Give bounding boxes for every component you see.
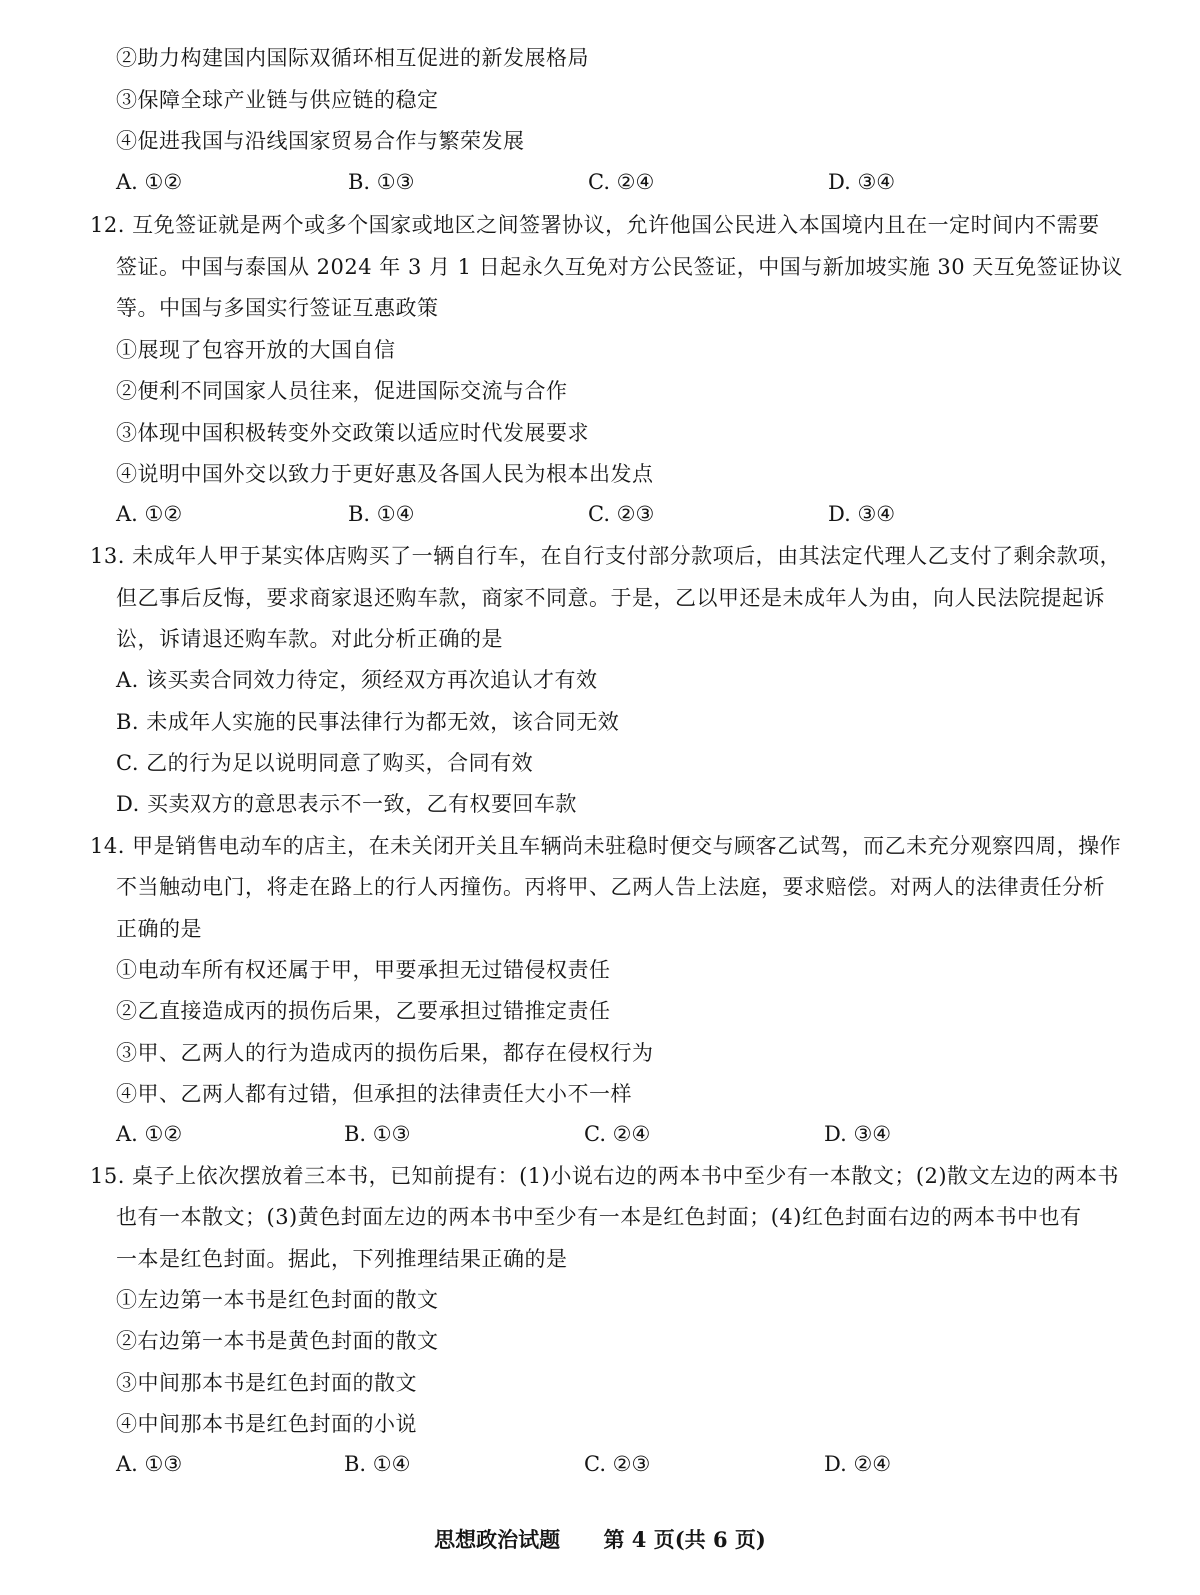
q13-option-b: B. 未成年人实施的民事法律行为都无效，该合同无效 (116, 710, 620, 734)
q15-stem-line-2: 也有一本散文；(3)黄色封面左边的两本书中至少有一本是红色封面；(4)红色封面右边的两本书中也有 (116, 1205, 1082, 1229)
q15-item-4: ④中间那本书是红色封面的小说 (116, 1412, 417, 1436)
q12-item-4: ④说明中国外交以致力于更好惠及各国人民为根本出发点 (116, 462, 654, 486)
q12-choice-d: D. ③④ (828, 502, 896, 526)
q15-item-2: ②右边第一本书是黄色封面的散文 (116, 1329, 439, 1353)
q12-choice-c: C. ②③ (588, 502, 655, 526)
q14-stem-line-1: 14. 甲是销售电动车的店主，在未关闭开关且车辆尚未驻稳时便交与顾客乙试驾，而乙未充分观察四周，操作 (90, 834, 1122, 858)
q15-stem-line-1: 15. 桌子上依次摆放着三本书，已知前提有：(1)小说右边的两本书中至少有一本散文；(2)散文左边的两本书 (90, 1164, 1120, 1188)
q13-option-a: A. 该买卖合同效力待定，须经双方再次追认才有效 (116, 668, 598, 692)
q15-choice-c: C. ②③ (584, 1452, 651, 1476)
q12-choice-b: B. ①④ (348, 502, 415, 526)
q12-stem-line-3: 等。中国与多国实行签证互惠政策 (116, 296, 439, 320)
q12-item-2: ②便利不同国家人员往来，促进国际交流与合作 (116, 379, 568, 403)
q14-choice-b: B. ①③ (344, 1122, 411, 1146)
q14-item-4: ④甲、乙两人都有过错，但承担的法律责任大小不一样 (116, 1082, 632, 1106)
q11-choice-c: C. ②④ (588, 170, 655, 194)
q13-option-d: D. 买卖双方的意思表示不一致，乙有权要回车款 (116, 792, 577, 816)
q14-stem-line-3: 正确的是 (116, 917, 202, 941)
q15-choice-a: A. ①③ (116, 1452, 183, 1476)
q14-choice-c: C. ②④ (584, 1122, 651, 1146)
q15-choice-d: D. ②④ (824, 1452, 892, 1476)
footer-subject: 思想政治试题 (434, 1527, 561, 1552)
q12-choice-a: A. ①② (116, 502, 183, 526)
q12-stem-line-1: 12. 互免签证就是两个或多个国家或地区之间签署协议，允许他国公民进入本国境内且在一定时间内不需要 (90, 213, 1100, 237)
q14-choice-d: D. ③④ (824, 1122, 892, 1146)
q15-item-3: ③中间那本书是红色封面的散文 (116, 1371, 417, 1395)
footer-page-number: 第 4 页(共 6 页) (603, 1527, 766, 1552)
q14-choice-a: A. ①② (116, 1122, 183, 1146)
q11-choice-d: D. ③④ (828, 170, 896, 194)
q14-item-3: ③甲、乙两人的行为造成丙的损伤后果，都存在侵权行为 (116, 1041, 654, 1065)
q13-stem-line-2: 但乙事后反悔，要求商家退还购车款，商家不同意。于是，乙以甲还是未成年人为由，向人民法院提起诉 (116, 586, 1105, 610)
q11-choice-a: A. ①② (116, 170, 183, 194)
q11-item-3: ③保障全球产业链与供应链的稳定 (116, 88, 439, 112)
q12-stem-line-2: 签证。中国与泰国从 2024 年 3 月 1 日起永久互免对方公民签证，中国与新加坡实施 30 天互免签证协议 (116, 255, 1123, 279)
q13-stem-line-1: 13. 未成年人甲于某实体店购买了一辆自行车，在自行支付部分款项后，由其法定代理人乙支付了剩余款项， (90, 544, 1122, 568)
q14-stem-line-2: 不当触动电门，将走在路上的行人丙撞伤。丙将甲、乙两人告上法庭，要求赔偿。对两人的法律责任分析 (116, 875, 1105, 899)
q13-option-c: C. 乙的行为足以说明同意了购买，合同有效 (116, 751, 534, 775)
q14-item-1: ①电动车所有权还属于甲，甲要承担无过错侵权责任 (116, 958, 611, 982)
q11-item-4: ④促进我国与沿线国家贸易合作与繁荣发展 (116, 129, 525, 153)
q13-stem-line-3: 讼，诉请退还购车款。对此分析正确的是 (116, 627, 503, 651)
q11-item-2: ②助力构建国内国际双循环相互促进的新发展格局 (116, 46, 589, 70)
q12-item-3: ③体现中国积极转变外交政策以适应时代发展要求 (116, 421, 589, 445)
q12-item-1: ①展现了包容开放的大国自信 (116, 338, 396, 362)
q11-choice-b: B. ①③ (348, 170, 415, 194)
q15-item-1: ①左边第一本书是红色封面的散文 (116, 1288, 439, 1312)
q15-choice-b: B. ①④ (344, 1452, 411, 1476)
q14-item-2: ②乙直接造成丙的损伤后果，乙要承担过错推定责任 (116, 999, 611, 1023)
page-footer (0, 1526, 1200, 1554)
q15-stem-line-3: 一本是红色封面。据此，下列推理结果正确的是 (116, 1247, 568, 1271)
